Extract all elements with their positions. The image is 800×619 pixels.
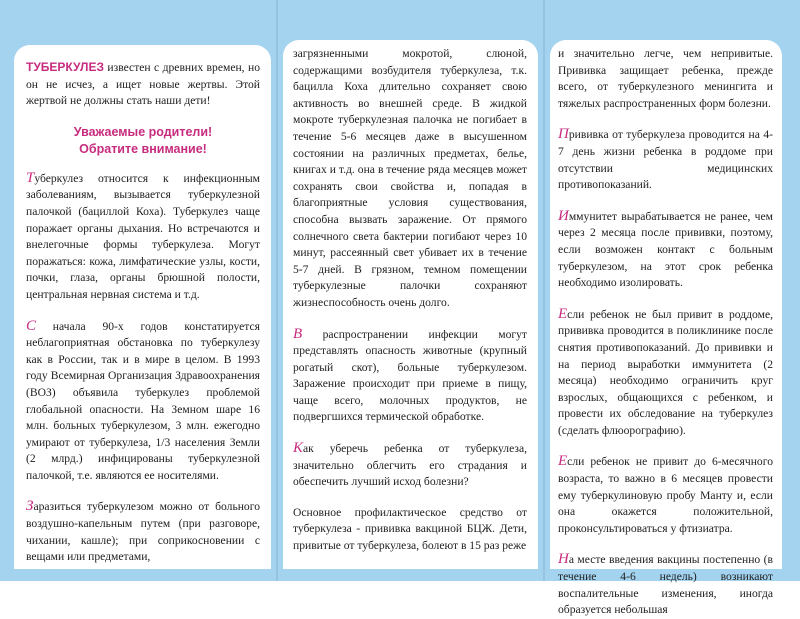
paragraph-question bbox=[293, 440, 527, 491]
paragraph-text: ак уберечь ребенка от туберкулеза, значительно облегчить его страдания и обеспечить лучший исход болезни? bbox=[293, 442, 527, 489]
paragraph-text: сли ребенок не привит до 6-месячного возраста, то важно в 6 месяцев провести ему туберкулиновую пробу Манту и, если она окажется положительной, проконсультироваться у фтизиатра. bbox=[558, 455, 773, 535]
paragraph-protection bbox=[558, 46, 773, 112]
paragraph-survival bbox=[293, 46, 527, 312]
paragraph-text: аразиться туберкулезом можно от больного воздушно-капельным путем (при разговоре, чихании, кашле); при соприкосновении с вещами или предметами, bbox=[26, 500, 260, 564]
paragraph-statistics bbox=[26, 318, 260, 485]
paragraph-reaction bbox=[558, 551, 773, 618]
paragraph-text: распространении инфекции могут представлять опасность животные (крупный рогатый скот), больные туберкулезом. Заражение происходит при приеме в пищу, чаще всего, молочных продуктов, не подвергшихся термической обработке. bbox=[293, 327, 527, 424]
paragraph-text: и значительно легче, чем непривитые. Прививка защищает ребенка, прежде всего, от туберкулезного менингита и тяжелых распространенных форм болезни. bbox=[558, 47, 773, 110]
paragraph-text: ммунитет вырабатывается не ранее, чем через 2 месяца после прививки, поэтому, если возможен контакт с больным туберкулезом, на этот срок ребенка необходимо изолировать. bbox=[558, 209, 773, 290]
drop-cap: С bbox=[26, 317, 37, 334]
paragraph-vaccination-time bbox=[558, 126, 773, 193]
panel-right bbox=[550, 40, 782, 617]
drop-cap: Н bbox=[558, 551, 569, 568]
drop-cap: З bbox=[26, 498, 34, 515]
paragraph-clinic bbox=[558, 306, 773, 440]
drop-cap: Е bbox=[558, 453, 568, 470]
drop-cap: К bbox=[293, 440, 303, 457]
paragraph-infection bbox=[26, 498, 260, 565]
panel-left bbox=[14, 45, 271, 569]
drop-cap: Е bbox=[558, 305, 568, 322]
paragraph-definition bbox=[26, 170, 260, 304]
paragraph-text: Основное профилактическое средство от туберкулеза - прививка вакциной БЦЖ. Дети, привитые от туберкулеза, болеют в 15 раз реже bbox=[293, 505, 527, 553]
intro-brand: ТУБЕРКУЛЕЗ bbox=[26, 60, 104, 74]
fold-line-left bbox=[276, 0, 278, 581]
paragraph-immunity bbox=[558, 208, 773, 292]
paragraph-text: рививка от туберкулеза проводится на 4-7 день жизни ребенка в роддоме при отсутствии медицинских противопоказаний. bbox=[558, 128, 773, 192]
paragraph-vaccine bbox=[293, 505, 527, 555]
drop-cap: Т bbox=[26, 169, 35, 186]
paragraph-animals bbox=[293, 326, 527, 427]
drop-cap: И bbox=[558, 207, 569, 224]
callout-line-2: Обратите внимание! bbox=[79, 141, 207, 156]
drop-cap: В bbox=[293, 325, 303, 342]
intro-paragraph bbox=[26, 59, 260, 110]
fold-line-right bbox=[543, 0, 545, 581]
panel-middle bbox=[283, 40, 538, 569]
drop-cap: П bbox=[558, 126, 569, 143]
paragraph-mantoux bbox=[558, 453, 773, 537]
parents-callout bbox=[26, 124, 260, 158]
callout-line-1: Уважаемые родители! bbox=[73, 124, 213, 139]
paragraph-text: сли ребенок не был привит в роддоме, прививка проводится в поликлинике после снятия противопоказаний. До прививки и на период выработки иммунитета (2 месяца) необходимо ограничить круг взрослых, общающихся с ребенком, и провести их обследование на туберкулез (сделать флюорографию). bbox=[558, 307, 773, 437]
paragraph-text: начала 90-х годов констатируется неблагоприятная обстановка по туберкулезу как в России, так и в мире в целом. В 1993 году Всемирная Организация Здравоохранения (ВОЗ) объявила туберкулез проблемой глобальной опасности. На Земном шаре 16 млн. больных туберкулезом, 3 млн. ежегодно умирают от туберкулеза, 1/3 населения Земли (2 млрд.) инфицированы туберкулезной палочкой, т.е. являются ее носителями. bbox=[26, 319, 260, 482]
intro-text: известен с древних времен, но он не исчез, а ищет новые жертвы. Этой жертвой не должны стать наши дети! bbox=[26, 61, 260, 108]
paragraph-text: загрязненными мокротой, слюной, содержащими возбудителя туберкулеза, т.к. бацилла Коха длительно сохраняет свою активность во внешней среде. В жидкой мокроте туберкулезная палочка не погибает в течение 5-6 месяцев даже в высушенном состоянии на различных предметах, белье, книгах и т.д. она в течение ряда месяцев может сохранять свои свойства и, попадая в благоприятные условия существования, способна вызвать заражение. От прямого солнечного света бактерии погибают через 10 минут, рассеянный свет убивает их в течение 5-7 дней. В грязном, темном помещении туберкулезные палочки сохраняют жизнеспособность очень долго. bbox=[293, 47, 527, 309]
paragraph-text: а месте введения вакцины постепенно (в течение 4-6 недель) возникают воспалительные изменения, иногда образуется небольшая bbox=[558, 553, 773, 617]
paragraph-text: уберкулез относится к инфекционным заболеваниям, вызывается туберкулезной палочкой (бациллой Коха). Туберкулез чаще поражает органы дыхания. Но встречаются и внелегочные формы туберкулеза. Могут поражаться: кожа, лимфатические узлы, кости, почки, глаза, органы брюшной полости, центральная нервная система и т.д. bbox=[26, 171, 260, 301]
